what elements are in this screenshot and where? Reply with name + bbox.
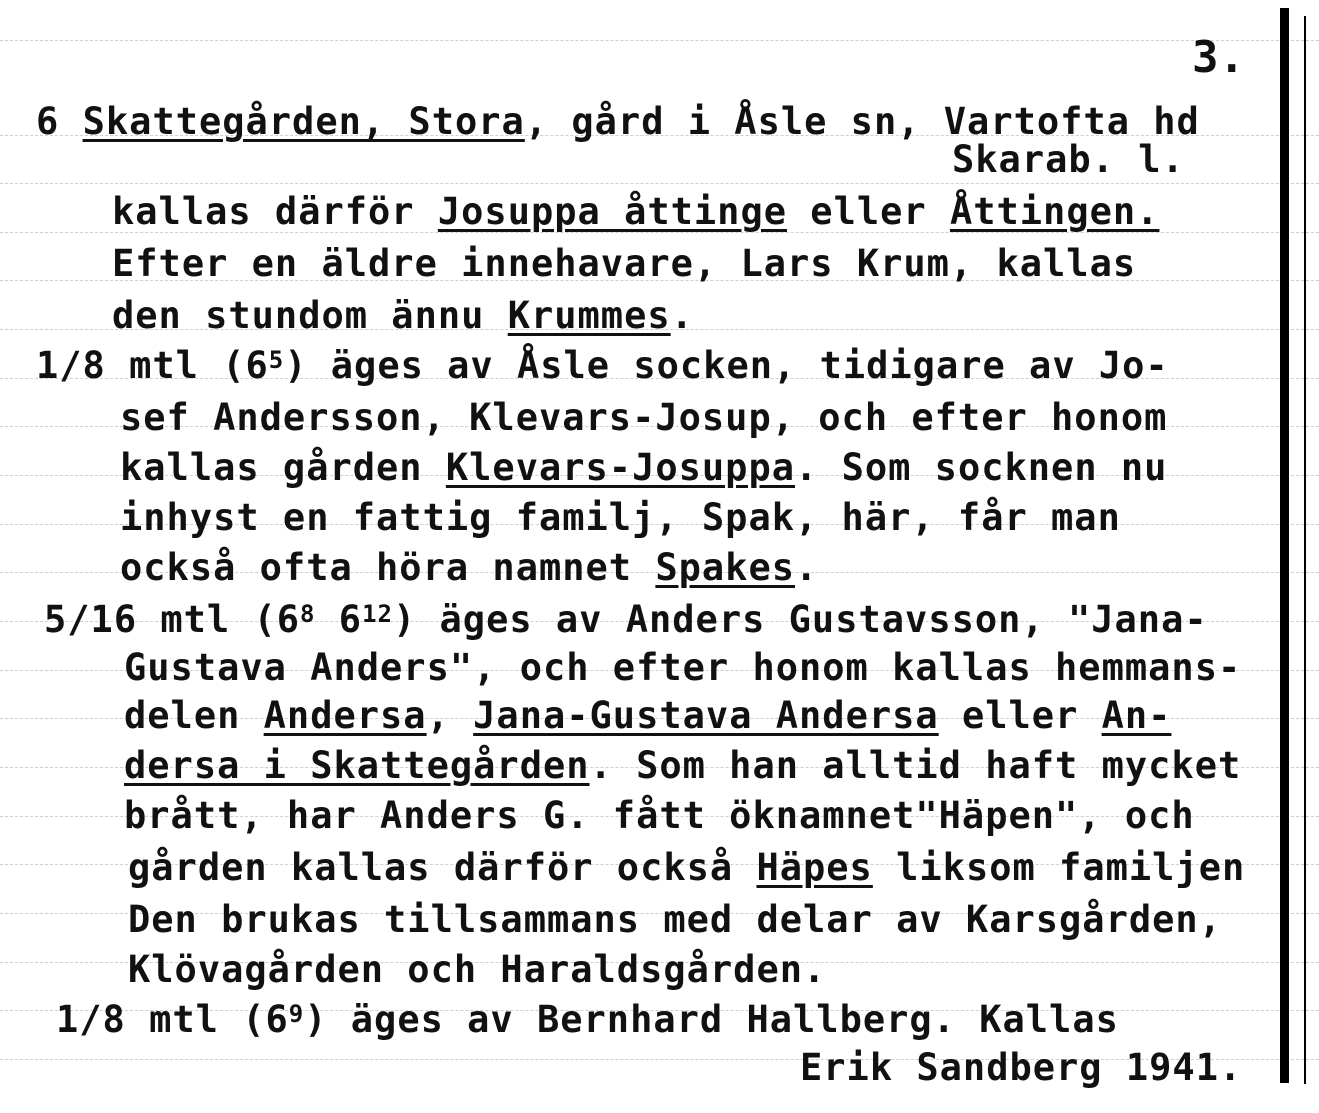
name-spakes: Spakes	[655, 546, 796, 589]
text: .	[795, 546, 819, 589]
text: 5/16 mtl (6	[44, 598, 301, 641]
text: 1/8 mtl (6	[36, 344, 269, 387]
card-edge-line	[1304, 16, 1306, 1084]
para3-line4	[124, 744, 1241, 788]
text: också ofta höra namnet	[120, 546, 656, 589]
para2-line1	[36, 344, 1169, 388]
para2-line5	[120, 546, 818, 590]
name-klevars-josuppa: Klevars-Josuppa	[445, 446, 796, 489]
name-hapes: Häpes	[756, 846, 873, 889]
superscript: 8	[300, 600, 316, 628]
para3-line6	[128, 846, 1245, 890]
text: liksom familjen	[872, 846, 1246, 889]
name-andersa-i-skattegarden: dersa i Skattegården	[124, 744, 590, 787]
para3-line5: brått, har Anders G. fått öknamnet"Häpen", och	[124, 794, 1195, 837]
text: den stundom ännu	[112, 294, 508, 337]
text: kallas gården	[120, 446, 446, 489]
entry-number: 6	[36, 100, 60, 143]
para1-line1	[112, 190, 1159, 234]
name-krummes: Krummes	[507, 294, 671, 337]
text: ) äges av Åsle socken, tidigare av Jo-	[284, 344, 1169, 387]
text: .	[670, 294, 694, 337]
text: 1/8 mtl (6	[56, 998, 289, 1041]
name-andersa: Andersa	[263, 694, 427, 737]
text: . Som han alltid haft mycket	[589, 744, 1242, 787]
name-attingen: Åttingen.	[949, 190, 1160, 233]
card-edge-border	[1280, 8, 1289, 1083]
para3-line7: Den brukas tillsammans med delar av Karsgården,	[128, 898, 1222, 941]
para3-line8: Klövagården och Haraldsgården.	[128, 948, 827, 991]
page-number: 3.	[1192, 32, 1245, 83]
text: delen	[124, 694, 264, 737]
para4-line1	[56, 998, 1119, 1042]
text: ) äges av Anders Gustavsson, "Jana-	[392, 598, 1208, 641]
para1-line3	[112, 294, 694, 338]
ruled-line	[0, 40, 1319, 41]
text: ,	[426, 694, 474, 737]
text: 6	[315, 598, 363, 641]
header-county: Skarab. l.	[952, 138, 1185, 181]
para2-line3	[120, 446, 1167, 490]
name-josuppa-attinge: Josuppa åttinge	[437, 190, 788, 233]
superscript: 5	[268, 346, 285, 374]
text: kallas därför	[112, 190, 438, 233]
text: eller	[938, 694, 1102, 737]
superscript: 9	[288, 1000, 305, 1028]
name-andersa-part1: An-	[1101, 694, 1172, 737]
para2-line2: sef Andersson, Klevars-Josup, och efter honom	[120, 396, 1168, 439]
para1-line2: Efter en äldre innehavare, Lars Krum, kallas	[112, 242, 1137, 285]
text: ) äges av Bernhard Hallberg. Kallas	[304, 998, 1119, 1041]
para3-line2: Gustava Anders", och efter honom kallas hemmans-	[124, 646, 1242, 689]
farm-name: Skattegården, Stora	[82, 100, 525, 143]
superscript: 12	[362, 600, 393, 628]
signature: Erik Sandberg 1941.	[800, 1046, 1243, 1089]
para3-line1	[44, 598, 1208, 642]
text: . Som socknen nu	[795, 446, 1168, 489]
header-location: , gård i Åsle sn, Vartofta hd	[524, 100, 1200, 143]
para3-line3	[124, 694, 1171, 738]
para2-line4: inhyst en fattig familj, Spak, här, får man	[120, 496, 1121, 539]
name-jana-gustava-andersa: Jana-Gustava Andersa	[473, 694, 939, 737]
ruled-line	[0, 183, 1319, 184]
text: eller	[787, 190, 950, 233]
text: gården kallas därför också	[128, 846, 757, 889]
